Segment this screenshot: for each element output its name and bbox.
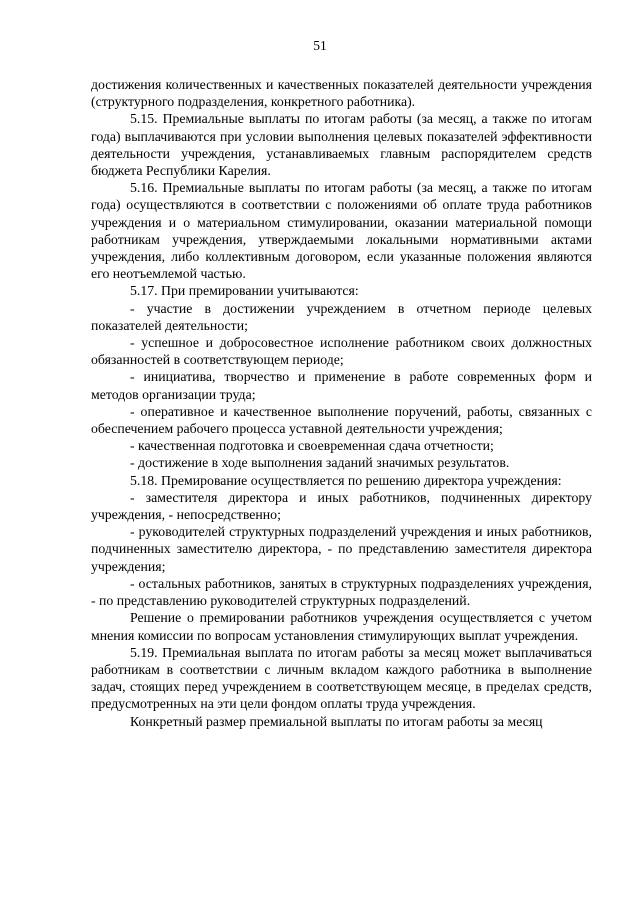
paragraph-continuation: достижения количественных и качественных показателей деятельности учреждения (структурного подразделения, конкретного работника). bbox=[91, 77, 592, 110]
paragraph-5-19: 5.19. Премиальная выплата по итогам работы за месяц может выплачиваться работникам в соответствии с личным вкладом каждого работника в выполнение задач, стоящих перед учреждением в соответствующем месяце, в пределах средств, предусмотренных на эти цели фондом оплаты труда учреждения. bbox=[91, 644, 592, 712]
paragraph-decision: Решение о премировании работников учреждения осуществляется с учетом мнения комиссии по вопросам установления стимулирующих выплат учреждения. bbox=[91, 610, 592, 643]
list-item: - заместителя директора и иных работников, подчиненных директору учреждения, - непосредственно; bbox=[91, 489, 592, 523]
list-item: - качественная подготовка и своевременная сдача отчетности; bbox=[130, 438, 494, 454]
paragraph-5-18: 5.18. Премирование осуществляется по решению директора учреждения: bbox=[130, 472, 562, 488]
list-item: - руководителей структурных подразделений учреждения и иных работников, подчиненных заместителю директора, - по представлению заместителя директора учреждения; bbox=[91, 524, 592, 574]
page-number: 51 bbox=[313, 38, 327, 53]
paragraph-amount: Конкретный размер премиальной выплаты по итогам работы за месяц bbox=[130, 713, 543, 729]
paragraph-5-15: 5.15. Премиальные выплаты по итогам работы (за месяц, а также по итогам года) выплачиваются при условии выполнения целевых показателей эффективности деятельности учреждения, устанавливаемых главным распорядителем средств бюджета Республики Карелия. bbox=[91, 111, 592, 179]
document-body bbox=[91, 76, 592, 730]
list-item: - успешное и добросовестное исполнение работником своих должностных обязанностей в соответствующем периоде; bbox=[91, 335, 592, 368]
paragraph-5-16: 5.16. Премиальные выплаты по итогам работы (за месяц, а также по итогам года) осуществляются в соответствии с положениями об оплате труда работников учреждения и о материальном стимулировании, оказании материальной помощи работникам учреждения, утверждаемыми локальными нормативными актами учреждения, либо коллективным договором, если указанные положения являются его неотъемлемой частью. bbox=[91, 180, 592, 282]
list-item: - оперативное и качественное выполнение поручений, работы, связанных с обеспечением рабочего процесса уставной деятельности учреждения; bbox=[91, 403, 592, 437]
paragraph-5-17: 5.17. При премировании учитываются: bbox=[130, 283, 359, 299]
list-item: - инициатива, творчество и применение в работе современных форм и методов организации труда; bbox=[91, 369, 592, 402]
list-item: - участие в достижении учреждением в отчетном периоде целевых показателей деятельности; bbox=[91, 300, 592, 333]
list-item: - достижение в ходе выполнения заданий значимых результатов. bbox=[130, 455, 510, 471]
list-item: - остальных работников, занятых в структурных подразделениях учреждения, - по представлению руководителей структурных подразделений. bbox=[91, 575, 592, 609]
